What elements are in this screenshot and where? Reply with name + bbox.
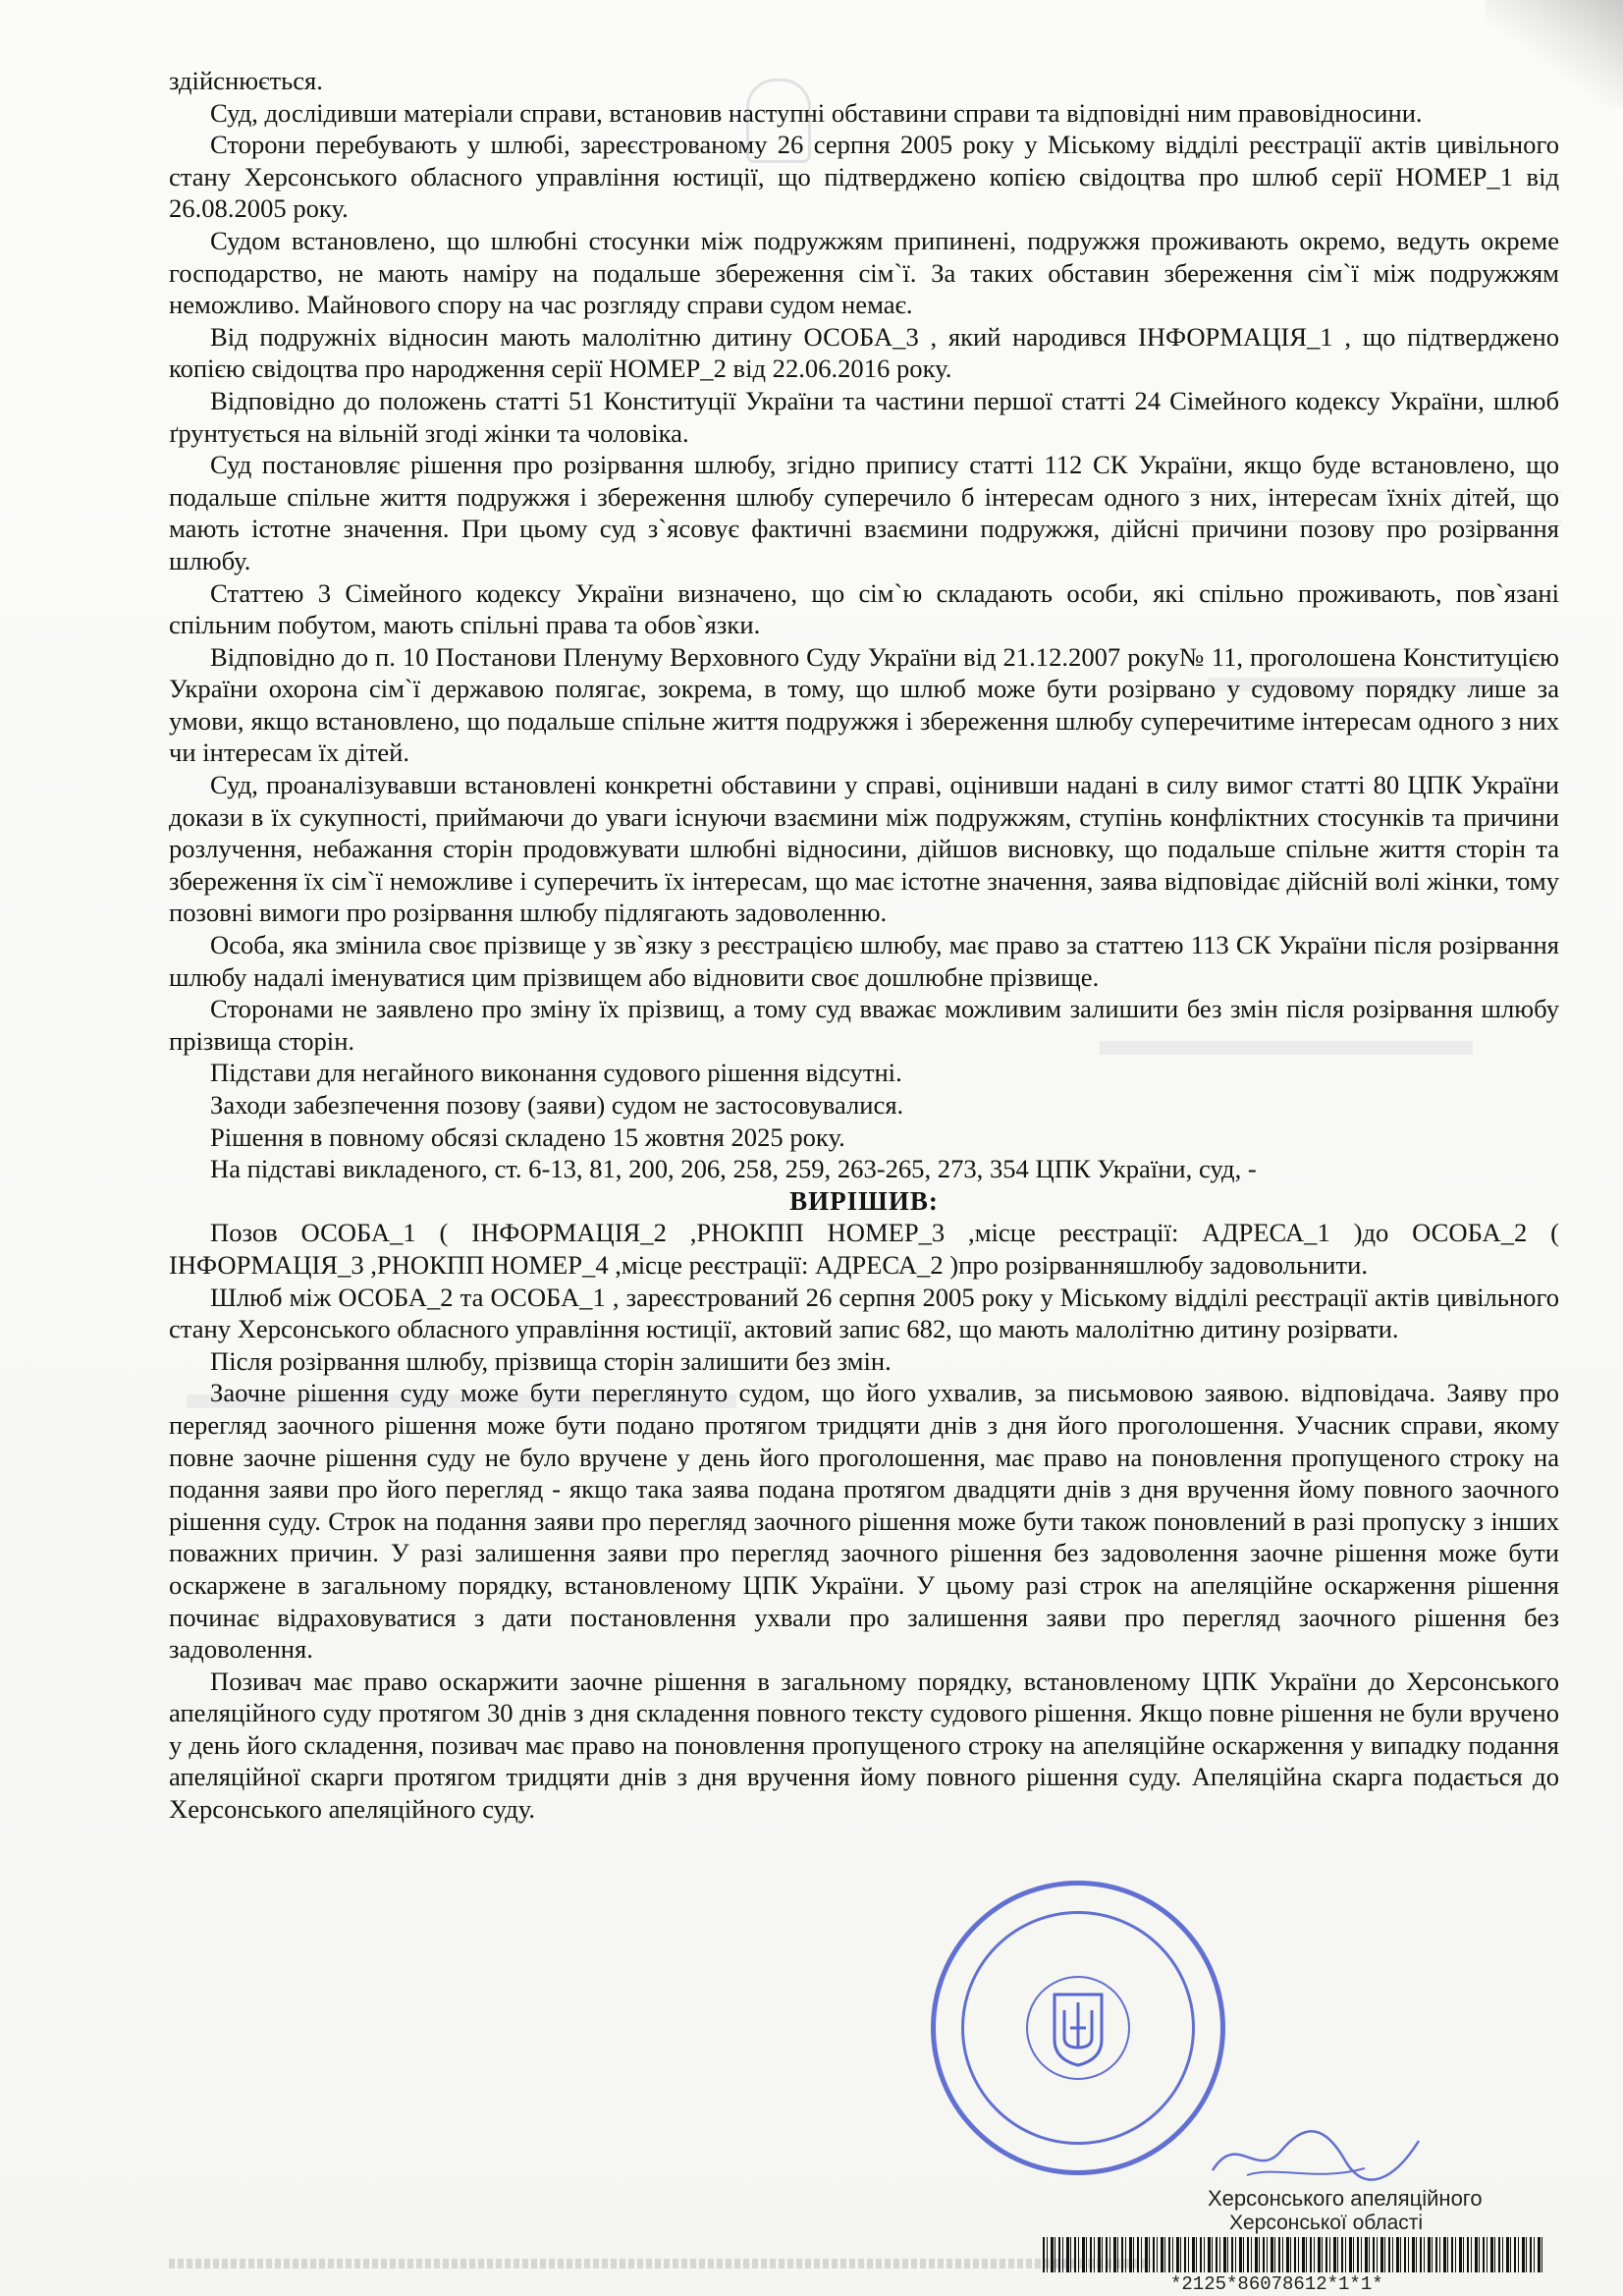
- decision-paragraph: Заочне рішення суду може бути переглянуто судом, що його ухвалив, за письмовою заявою. відповідача. Заяву про перегляд заочного рішення може бути подано протягом тридцяти днів з дня його проголошення. Учасник справи, якому повне заочне рішення суду не було вручене у день його проголошення, має право на поновлення пропущеного строку на подання заяви про його перегляд - якщо така заява подана протягом двадцяти днів з дня вручення йому повного заочного рішення суду. Строк на подання заяви про перегляд заочного рішення може бути також поновлений в разі пропуску з інших поважних причин. У разі залишення заяви про перегляд заочного рішення без задоволення заочне рішення може бути оскаржене в загальному порядку, встановленому ЦПК України. У цьому разі строк на апеляційне оскарження рішення починає відраховуватися з дати постановлення ухвали про залишення заяви про перегляд заочного рішення без задоволення.: [169, 1378, 1559, 1665]
- document-body: [169, 65, 1559, 1826]
- paragraph: Суд, дослідивши матеріали справи, встановив наступні обставини справи та відповідні ним правовідносини.: [210, 97, 1423, 128]
- paragraph: Заходи забезпечення позову (заяви) судом не застосовувалися.: [210, 1090, 904, 1120]
- decision-heading: ВИРІШИВ:: [789, 1185, 939, 1216]
- paragraph: Від подружніх відносин мають малолітню дитину ОСОБА_3 , який народився ІНФОРМАЦІЯ_1 , що підтверджено копією свідоцтва про народження серії НОМЕР_2 від 22.06.2016 року.: [169, 321, 1559, 384]
- trident-emblem-icon: [1047, 1989, 1109, 2067]
- decision-paragraph: Позов ОСОБА_1 ( ІНФОРМАЦІЯ_2 ,РНОКПП НОМЕР_3 ,місце реєстрації: АДРЕСА_1 )до ОСОБА_2 ( ІНФОРМАЦІЯ_3 ,РНОКПП НОМЕР_4 ,місце реєстрації: АДРЕСА_2 )про розірванняшлюбу задовольнити.: [169, 1218, 1559, 1280]
- barcode: [1043, 2237, 1543, 2272]
- paragraph: Суд, проаналізувавши встановлені конкретні обставини у справі, оцінивши надані в силу вимог статті 80 ЦПК України докази в їх сукупності, приймаючи до уваги існуючи взаємини між подружжям, ступінь конфліктних стосунків та причини розлучення, небажання сторін продовжувати шлюбні відносини, дійшов висновку, що подальше спільне життя сторін та збереження їх сім`ї неможливе і суперечить їх інтересам, що має істотне значення, заява відповідає дійсній волі жінки, тому позовні вимоги про розірвання шлюбу підлягають задоволенню.: [169, 770, 1559, 928]
- paragraph: На підставі викладеного, ст. 6-13, 81, 200, 206, 258, 259, 263-265, 273, 354 ЦПК України, суд, -: [210, 1154, 1257, 1184]
- decision-paragraph: Шлюб між ОСОБА_2 та ОСОБА_1 , зареєстрований 26 серпня 2005 року у Міському відділі реєстрації актів цивільного стану Херсонського обласного управління юстиції, актовий запис 682, що мають малолітню дитину розірвати.: [169, 1282, 1559, 1344]
- paragraph: здійснюється.: [169, 66, 323, 95]
- paragraph: Статтею 3 Сімейного кодексу України визначено, що сім`ю складають особи, які спільно проживають, пов`язані спільним побутом, мають спільні права та обов`язки.: [169, 577, 1559, 640]
- barcode-number: *2125*86078612*1*1*: [1170, 2273, 1383, 2295]
- bleed-through-footer: [169, 2259, 1151, 2269]
- paragraph: Сторони перебувають у шлюбі, зареєстрованому 26 серпня 2005 року у Міському відділі реєстрації актів цивільного стану Херсонського обласного управління юстиції, що підтверджено копією свідоцтва про шлюб серії НОМЕР_1 від 26.08.2005 року.: [169, 130, 1559, 224]
- paragraph: Рішення в повному обсязі складено 15 жовтня 2025 року.: [210, 1121, 845, 1152]
- paragraph: Суд постановляє рішення про розірвання шлюбу, згідно припису статті 112 СК України, якщо буде встановлено, що подальше спільне життя подружжя і збереження шлюбу суперечило б інтересам одного з них, інтересам їхніх дітей, що мають істотне значення. При цьому суд з`ясовує фактичні взаємини подружжя, дійсні причини позову про розірвання шлюбу.: [169, 450, 1559, 575]
- paragraph: Особа, яка змінила своє прізвище у зв`язку з реєстрацією шлюбу, має право за статтею 113 СК України після розірвання шлюбу надалі іменуватися цим прізвищем або відновити своє дошлюбне прізвище.: [169, 930, 1559, 992]
- paragraph: Судом встановлено, що шлюбні стосунки між подружжям припинені, подружжя проживають окремо, ведуть окреме господарство, не мають наміру на подальше збереження сім`ї. За таких обставин збереження сім`ї між подружжям неможливо. Майнового спору на час розгляду справи судом немає.: [169, 225, 1559, 320]
- decision-paragraph: Позивач має право оскаржити заочне рішення в загальному порядку, встановленому ЦПК України до Херсонського апеляційного суду протягом 30 днів з дня складення повного тексту судового рішення. Якщо повне рішення не були вручено у день його складення, позивач має право на поновлення пропущеного строку на апеляційне оскарження у випадку подання апеляційної скарги протягом тридцяти днів з дня вручення йому повного рішення суду. Апеляційна скарга подається до Херсонського апеляційного суду.: [169, 1666, 1559, 1825]
- paragraph: Сторонами не заявлено про зміну їх прізвищ, а тому суд вважає можливим залишити без змін після розірвання шлюбу прізвища сторін.: [169, 994, 1559, 1056]
- paragraph: Підстави для негайного виконання судового рішення відсутні.: [210, 1058, 902, 1088]
- signature-icon: [1208, 2121, 1424, 2190]
- decision-paragraph: Після розірвання шлюбу, прізвища сторін залишити без змін.: [210, 1345, 892, 1376]
- paragraph: Відповідно до п. 10 Постанови Пленуму Верховного Суду України від 21.12.2007 року№ 11, проголошена Конституцією України охорона сім`ї державою полягає, зокрема, в тому, що шлюб може бути розірвано у судовому порядку лише за умови, якщо встановлено, що подальше спільне життя подружжя і збереження шлюбу суперечитиме інтересам одного з них чи інтересам їх дітей.: [169, 641, 1559, 768]
- stamp-court-label: Херсонського апеляційного: [1208, 2186, 1483, 2211]
- stamp-region-label: Херсонської області: [1229, 2212, 1424, 2234]
- paragraph: Відповідно до положень статті 51 Конституції України та частини першої статті 24 Сімейного кодексу України, шлюб ґрунтується на вільній згоді жінки та чоловіка.: [169, 385, 1559, 448]
